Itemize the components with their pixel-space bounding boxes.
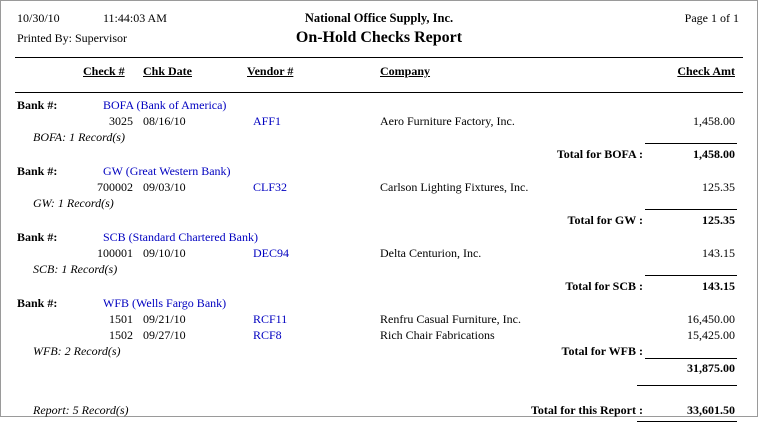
column-header-check-date: Chk Date [143, 64, 193, 78]
subtotal-rule [645, 209, 737, 210]
header-divider [15, 57, 743, 58]
page-indicator: Page 1 of 1 [684, 11, 739, 25]
group-total [15, 213, 743, 230]
bank-label: Bank #: [17, 296, 58, 310]
company-cell: Rich Chair Fabrications [380, 328, 495, 342]
group-total-label: Total for GW : [567, 213, 643, 227]
group-total-label: Total for SCB : [565, 279, 643, 293]
group-record-count: GW: 1 Record(s) [33, 196, 114, 210]
grand-total-rule-top [637, 385, 737, 386]
spacer [15, 378, 743, 387]
check-number: 100001 [97, 246, 133, 260]
group-record-count: WFB: 2 Record(s) [33, 344, 121, 358]
group-total-label: Total for WFB : [561, 344, 643, 358]
group-total-amount: 143.15 [702, 279, 735, 293]
table-row [15, 246, 743, 262]
check-date: 09/03/10 [143, 180, 186, 194]
group-total-amount: 1,458.00 [693, 147, 735, 161]
company-cell: Aero Furniture Factory, Inc. [380, 114, 515, 128]
company-cell: Delta Centurion, Inc. [380, 246, 482, 260]
group-summary [15, 262, 743, 279]
report-total-label: Total for this Report : [531, 403, 643, 417]
bank-group-header [15, 98, 743, 114]
group-total-amount: 31,875.00 [687, 361, 735, 375]
company-cell: Renfru Casual Furniture, Inc. [380, 312, 521, 326]
bank-name-wfb[interactable]: WFB (Wells Fargo Bank) [103, 296, 227, 310]
bank-label: Bank #: [17, 98, 58, 112]
check-date: 09/27/10 [143, 328, 186, 342]
bank-group-header [15, 296, 743, 312]
table-row [15, 114, 743, 130]
report-header-top [15, 11, 743, 29]
report-total-underline [15, 420, 743, 436]
check-number: 1502 [109, 328, 133, 342]
group-total [15, 361, 743, 378]
check-amount: 125.35 [702, 180, 735, 194]
page-title: On-Hold Checks Report [295, 29, 463, 46]
company-name: National Office Supply, Inc. [304, 11, 454, 25]
vendor-number[interactable]: AFF1 [253, 114, 282, 128]
bank-label: Bank #: [17, 230, 58, 244]
report-total-amount: 33,601.50 [687, 403, 735, 417]
report-time: 11:44:03 AM [103, 11, 167, 25]
report-header-second [15, 29, 743, 53]
group-total [15, 279, 743, 296]
column-headers [15, 64, 743, 88]
table-row [15, 312, 743, 328]
subtotal-rule [645, 358, 737, 359]
group-summary [15, 130, 743, 147]
group-summary [15, 344, 743, 361]
check-date: 09/21/10 [143, 312, 186, 326]
vendor-number[interactable]: DEC94 [253, 246, 289, 260]
check-amount: 143.15 [702, 246, 735, 260]
vendor-number[interactable]: CLF32 [253, 180, 288, 194]
bank-name-bofa[interactable]: BOFA (Bank of America) [103, 98, 227, 112]
subtotal-rule [645, 275, 737, 276]
vendor-number[interactable]: RCF8 [253, 328, 282, 342]
subtotal-rule [645, 143, 737, 144]
report-total-row [15, 403, 743, 420]
bank-group-header [15, 230, 743, 246]
report-date: 10/30/10 [17, 11, 60, 25]
check-amount: 1,458.00 [693, 114, 735, 128]
column-header-check-no: Check # [83, 64, 125, 78]
check-number: 1501 [109, 312, 133, 326]
group-total [15, 147, 743, 164]
column-header-vendor-no: Vendor # [247, 64, 294, 78]
grand-total-rule-bottom [637, 421, 737, 422]
column-header-check-amt: Check Amt [677, 64, 735, 78]
check-date: 08/16/10 [143, 114, 186, 128]
check-number: 3025 [109, 114, 133, 128]
report-body [1, 1, 757, 416]
column-header-company: Company [380, 64, 431, 78]
group-total-amount: 125.35 [702, 213, 735, 227]
check-amount: 15,425.00 [687, 328, 735, 342]
vendor-number[interactable]: RCF11 [253, 312, 288, 326]
table-row [15, 180, 743, 196]
group-total-label: Total for BOFA : [556, 147, 643, 161]
check-number: 700002 [97, 180, 133, 194]
printed-by: Printed By: Supervisor [17, 31, 127, 45]
report-summary [15, 387, 743, 403]
bank-name-scb[interactable]: SCB (Standard Chartered Bank) [103, 230, 258, 244]
group-summary [15, 196, 743, 213]
bank-name-gw[interactable]: GW (Great Western Bank) [103, 164, 231, 178]
check-date: 09/10/10 [143, 246, 186, 260]
group-record-count: SCB: 1 Record(s) [33, 262, 118, 276]
report-record-count: Report: 5 Record(s) [33, 403, 129, 417]
table-row [15, 328, 743, 344]
group-record-count: BOFA: 1 Record(s) [33, 130, 125, 144]
bank-label: Bank #: [17, 164, 58, 178]
company-cell: Carlson Lighting Fixtures, Inc. [380, 180, 529, 194]
check-amount: 16,450.00 [687, 312, 735, 326]
bank-group-header [15, 164, 743, 180]
